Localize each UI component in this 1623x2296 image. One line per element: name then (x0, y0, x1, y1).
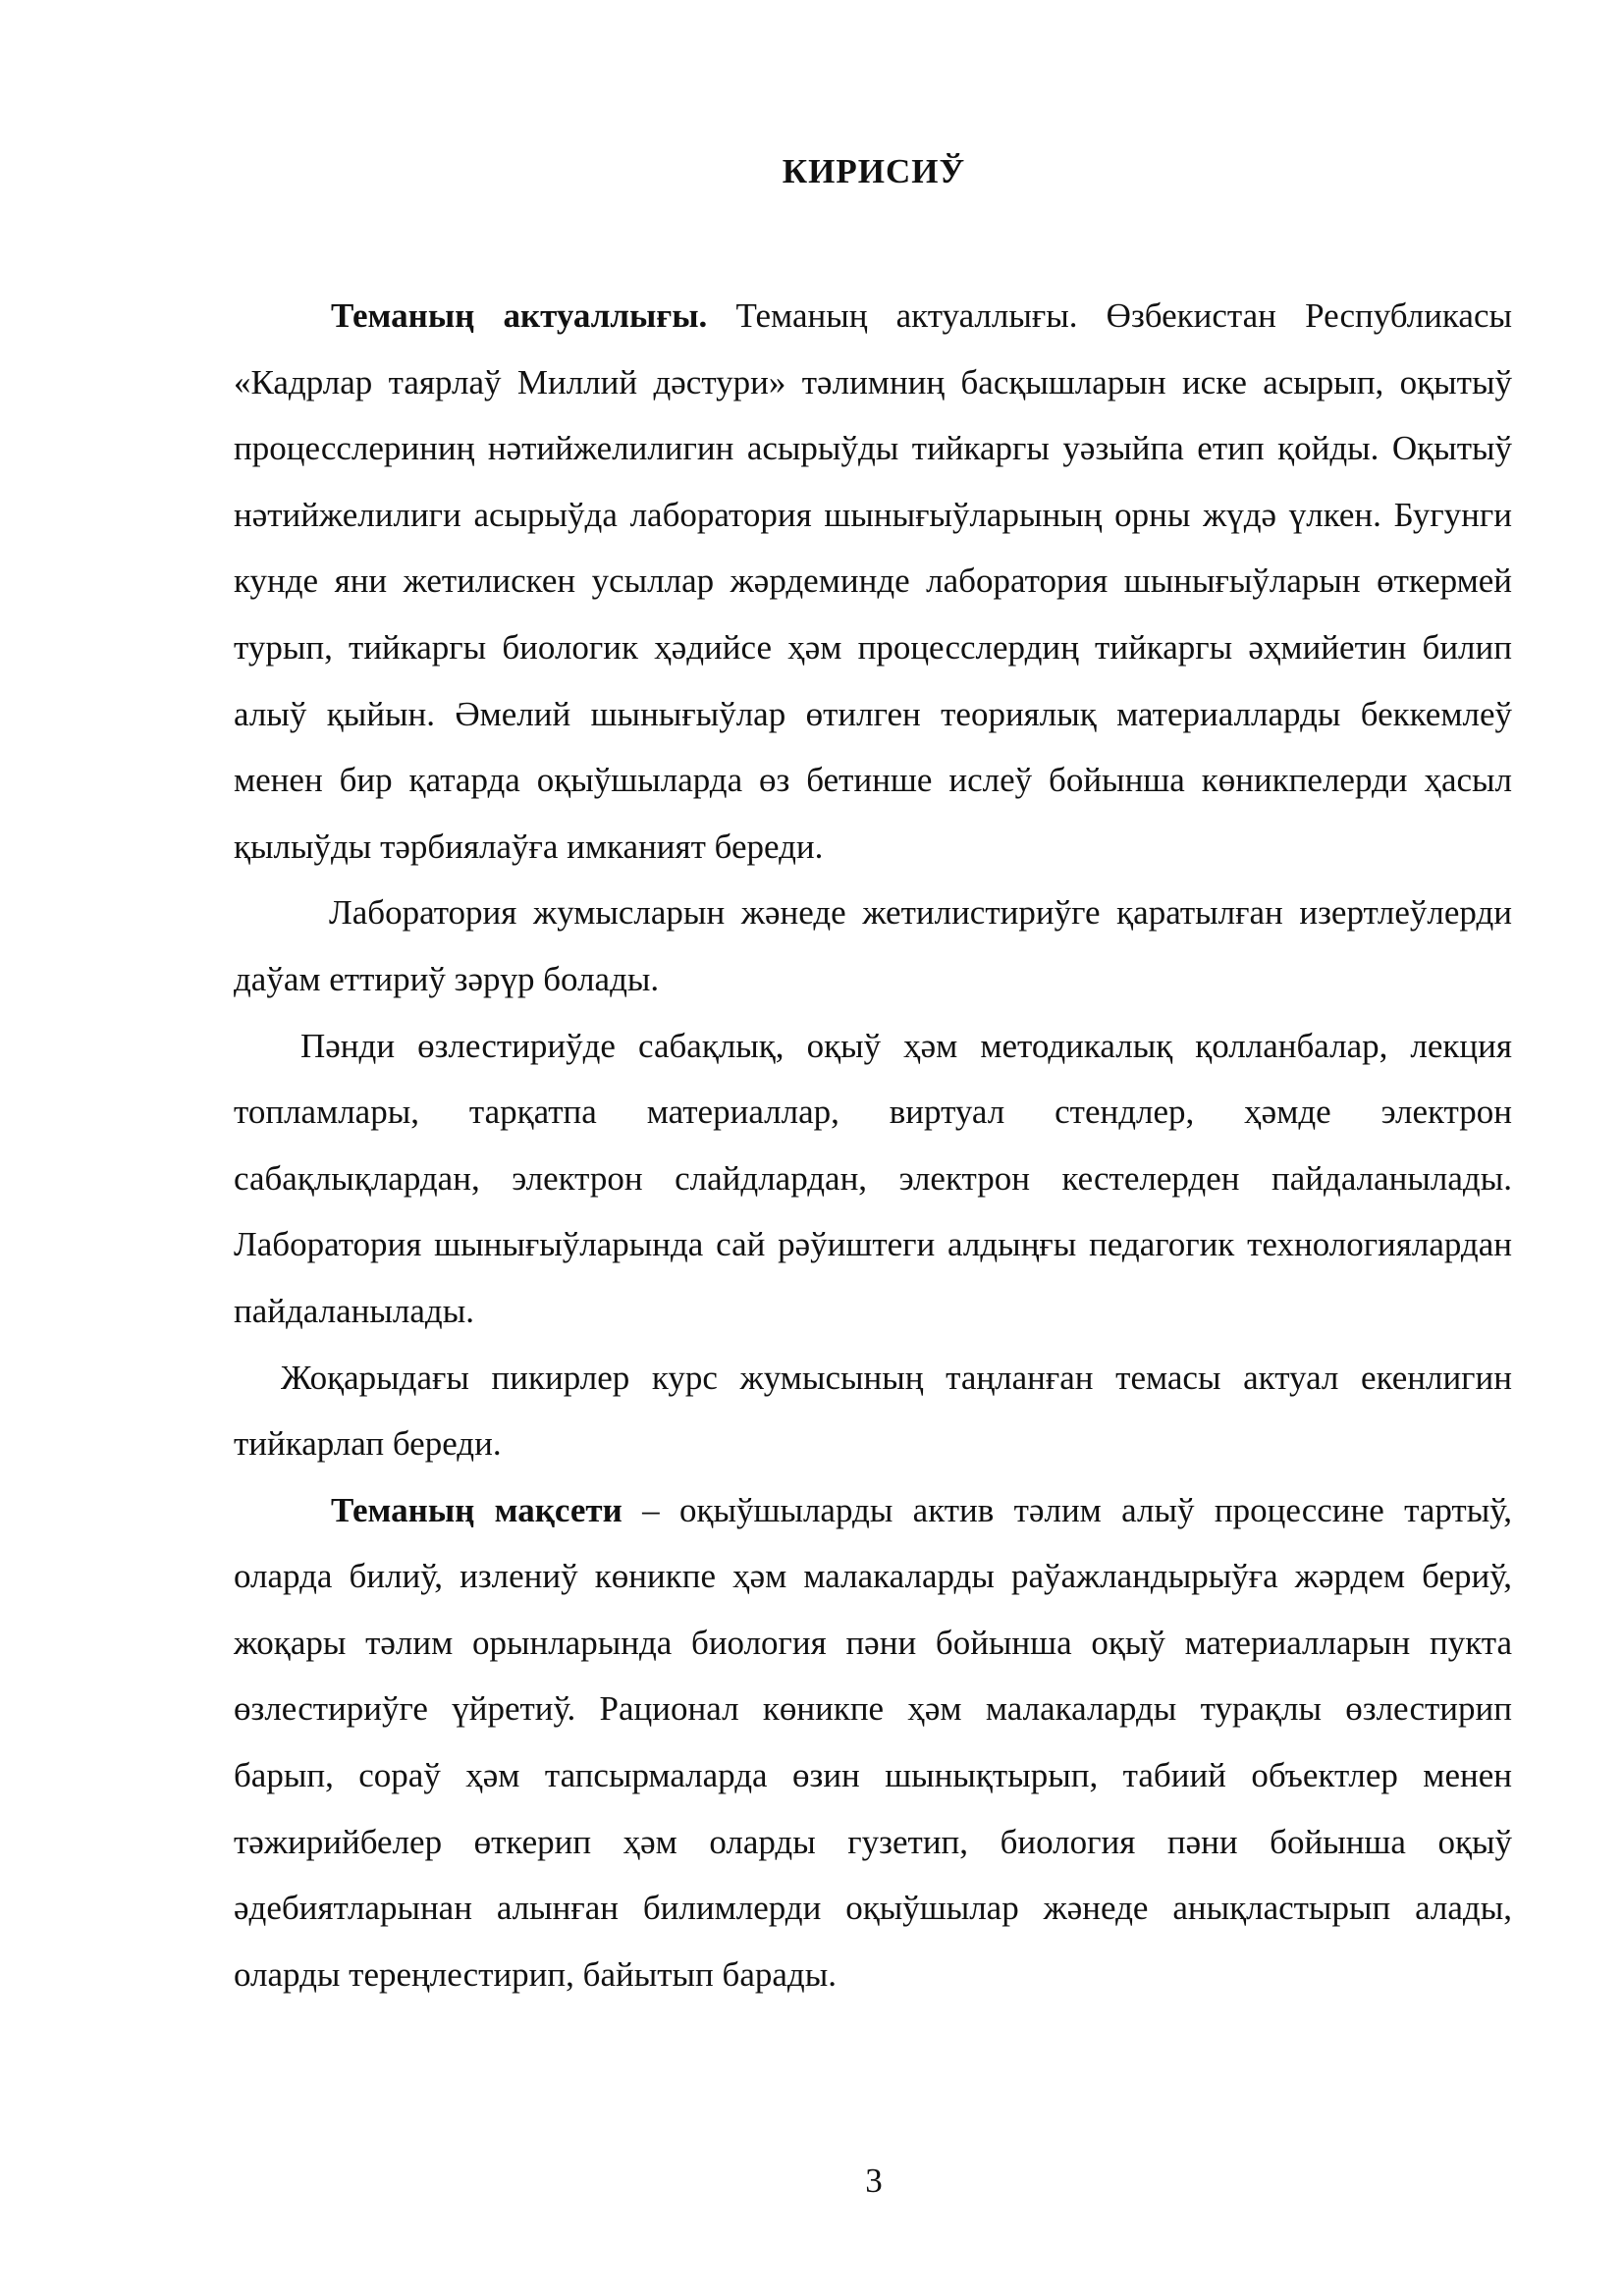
paragraph-topic-goal (234, 1477, 1512, 2008)
paragraph-text: Теманың актуаллығы. Өзбекистан Республикасы «Кадрлар таярлаў Миллий дәстури» тәлимниң басқышларын иске асырып, оқытыў процесслериниң нәтийжелилигин асырыўды тийкаргы уәзыйпа етип қойды. Оқытыў нәтийжелилиги асырыўда лаборатория шынығыўларының орны жүдә үлкен. Бугунги кунде яни жетилискен усыллар жәрдеминде лаборатория шынығыўларын өткермей турып, тийкаргы биологик ҳәдийсе ҳәм процесслердиң тийкаргы әҳмийетин билип алыў қыйын. Әмелий шынығыўлар өтилген теориялық материалларды беккемлеў менен бир қатарда оқыўшыларда өз бетинше ислеў бойынша көникпелерди ҳасыл қылыўды тәрбиялаўға имканият береди. (234, 296, 1512, 866)
paragraph-text: Жоқарыдағы пикирлер курс жумысының таңланған темасы актуал екенлигин тийкарлап береди. (234, 1358, 1512, 1464)
paragraph-lead: Теманың актуаллығы. (331, 296, 708, 335)
paragraph-topic-relevance (234, 283, 1512, 880)
paragraph-laboratory-work (234, 880, 1512, 1012)
paragraph-text: Пәнди өзлестириўде сабақлық, оқыў ҳәм методикалық қолланбалар, лекция топламлары, тарқатпа материаллар, виртуал стендлер, ҳәмде электрон сабақлықлардан, электрон слайдлардан, электрон кестелерден пайдаланылады. Лаборатория шынығыўларында сай рәўиштеги алдыңғы педагогик технологиялардан пайдаланылады. (234, 1026, 1512, 1330)
page-number: 3 (865, 2162, 883, 2200)
paragraph-subject-resources (234, 1013, 1512, 1345)
paragraph-lead: Теманың мақсети (331, 1490, 622, 1529)
paragraph-text: Лаборатория жумысларын жәнеде жетилистириўге қаратылған изертлеўлерди даўам еттириў зәрүр болады. (234, 893, 1512, 998)
paragraph-text: – оқыўшыларды актив тәлим алыў процессине тартыў, оларда билиў, излениў көникпе ҳәм малакаларды раўажландырыўға жәрдем бериў, жоқары тәлим орынларында биология пәни бойынша оқыў материалларын пукта өзлестириўге үйретиў. Рационал көникпе ҳәм малакаларды турақлы өзлестирип барып, сораў ҳәм тапсырмаларда өзин шынықтырып, табиий объектлер менен тәжирийбелер өткерип ҳәм оларды гузетип, биология пәни бойынша оқыў әдебиятларынан алынған билимлерди оқыўшылар жәнеде анықластырып алады, оларды тереңлестирип, байытып барады. (234, 1490, 1512, 1994)
paragraph-summary (234, 1345, 1512, 1477)
body-text (234, 283, 1512, 2007)
page-title: КИРИСИЎ (782, 152, 966, 190)
